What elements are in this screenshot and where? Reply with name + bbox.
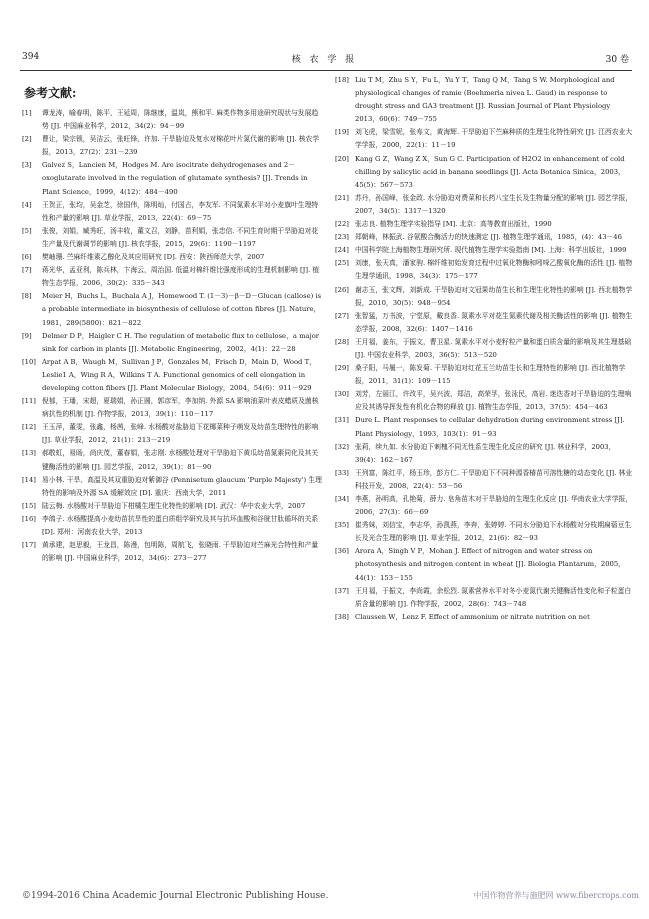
- reference-item: [335, 310, 635, 336]
- reference-number: [38]: [335, 612, 349, 621]
- reference-item: [22, 290, 322, 329]
- reference-item: [22, 539, 322, 565]
- reference-text: 李燕，孙明高，孔艳菊，薛力. 皂角苗木对干旱胁迫的生理生化反应 [J]. 华南农业大学学报，2006，27(3)：66－69: [355, 495, 633, 517]
- reference-number: [10]: [22, 357, 36, 366]
- reference-item: [22, 159, 322, 198]
- reference-item: [335, 231, 635, 244]
- reference-number: [13]: [22, 449, 36, 458]
- reference-number: [2]: [22, 135, 32, 144]
- reference-number: [4]: [22, 200, 32, 209]
- reference-text: 王月福，于振文，李尚霞，余松烈. 氮素营养水平对冬小麦氮代谢关键酶活性变化和子粒蛋白质含量的影响 [J]. 作物学报，2002，28(6)：743－748: [355, 586, 632, 608]
- reference-text: 桑子阳，马履一，陈发菊. 干旱胁迫对红花玉兰幼苗生长和生理特性的影响 [J]. 西北植物学报，2011，31(1)：109－115: [355, 364, 626, 386]
- reference-number: [20]: [335, 154, 349, 163]
- reference-number: [5]: [22, 226, 32, 235]
- reference-number: [16]: [22, 514, 36, 523]
- reference-text: 蒋光华，孟亚利，陈兵林，卞海云，周治国. 低温对棉纤维比强度形成的生理机制影响 [J]. 植物生态学报，2006，30(2)：335－343: [42, 266, 320, 288]
- reference-item: [335, 441, 635, 467]
- reference-number: [36]: [335, 547, 349, 556]
- reference-text: 樊岫珊. 苎麻纤维素乙醇化及其应用研究 [D]. 西安：陕西师范大学，2007: [42, 253, 265, 262]
- reference-number: [19]: [335, 128, 349, 137]
- reference-number: [17]: [22, 541, 36, 550]
- reference-text: 李鸽子. 水杨酸提高小麦幼苗抗旱性的蛋白质组学研究及其与抗坏血酸和谷胱甘肽循环的关系 [D]. 郑州：河南农业大学，2013: [42, 514, 319, 536]
- reference-item: [22, 421, 322, 447]
- reference-item: [22, 225, 322, 251]
- reference-number: [27]: [335, 311, 349, 320]
- reference-text: Meier H，Buchs L，Buchala A J，Homewood T. (1－3)－β－D－Glucan (callose) is a probable intermediate in biosynthesis of cellulose of cotton fibres [J]. Nature，1981，289(5800)：821－822: [42, 292, 322, 327]
- reference-text: 倪郁，王璠，宋超，夏瑞娟，孙正圆，郭彦军，李加纳. 外源 SA 影响油菜叶表皮蜡质及菌核病抗性的机制 [J]. 作物学报，2013，39(1)：110－117: [42, 397, 319, 419]
- reference-text: 易小林. 干旱、高温及其双重胁迫对紫御谷 (Pennisetum glaucum 'Purple Majesty') 生理特性的影响及外源 SA 缓解效应 [D]. 重庆：西南大学，2011: [42, 475, 322, 497]
- reference-item: [22, 133, 322, 159]
- reference-item: [335, 192, 635, 218]
- reference-number: [24]: [335, 246, 349, 255]
- reference-text: Dure L. Plant responses to cellular dehydration during environment stress [J]. Plant Physiology，1993，103(1)：91－93: [355, 416, 625, 438]
- reference-item: [22, 330, 322, 356]
- reference-text: 中国科学院上海植物生理研究所. 现代植物生理学实验指南 [M]. 上海：科学出版社，1999: [355, 246, 627, 255]
- reference-item: [335, 388, 635, 414]
- reference-text: Claussen W，Lenz F. Effect of ammonium or nitrate nutrition on net: [355, 612, 590, 621]
- reference-text: 张志良. 植物生理学实验指导 [M]. 北京：高等教育出版社，1990: [355, 220, 552, 229]
- reference-item: [335, 519, 635, 545]
- reference-number: [29]: [335, 364, 349, 373]
- copyright-footer: ©1994-2016 China Academic Journal Electronic Publishing House.: [22, 891, 329, 901]
- volume-label: 30 卷: [605, 55, 629, 65]
- reference-item: [335, 467, 635, 493]
- journal-title: 核 农 学 报: [291, 55, 358, 65]
- reference-item: [335, 244, 635, 257]
- reference-number: [9]: [22, 331, 32, 340]
- reference-text: 谭龙涛，喻春明，陈平，王延周，陈继康，温岚，熊和平. 麻类作物多用途研究现状与发展趋势 [J]. 中国麻业科学，2012，34(2)：94－99: [42, 109, 319, 131]
- watermark: 中国作物营养与施肥网 www.fibercrops.com: [473, 891, 639, 900]
- reference-number: [3]: [22, 161, 32, 170]
- references-heading: 参考文献:: [24, 86, 77, 100]
- reference-item: [22, 447, 322, 473]
- reference-number: [30]: [335, 390, 349, 399]
- reference-item: [335, 336, 635, 362]
- reference-text: 王列富，陈红平，杨玉珍，彭方仁. 干旱胁迫下不同种源香椿苗可溶性糖的动态变化 [J]. 林业科技开发，2008，22(4)：53－56: [355, 468, 633, 490]
- reference-number: [18]: [335, 76, 349, 84]
- reference-text: 郝敬虹，易旸，尚庆茂，董春娟，张志刚. 水杨酸处理对干旱胁迫下黄瓜幼苗氮素同化及其关键酶活性的影响 [J]. 园艺学报，2012，39(1)：81－90: [42, 449, 319, 471]
- page-number: 394: [22, 52, 40, 62]
- reference-number: [21]: [335, 193, 349, 202]
- reference-text: 刘飞虎，梁雪妮，张寿文，黄海辉. 干旱胁迫下苎麻种质的生理生化特性研究 [J]. 江西农业大学学报，2000，22(1)：11－19: [355, 128, 633, 150]
- reference-item: [335, 257, 635, 283]
- reference-text: 王贺正，张均，吴金芝，徐国伟，陈明灿，付国占，李友军. 不同氮素水平对小麦旗叶生理特性和产量的影响 [J]. 草业学报，2013，22(4)：69－75: [42, 200, 319, 222]
- left-reference-list: [22, 107, 322, 565]
- reference-text: Arpat A B，Waugh M，Sullivan J P，Gonzales M，Frisch D，Main D，Wood T，Leslie1 A，Wing R A，Wilkins T A. Functional genomics of cell elongation in developing cotton fibers [J]. Plant Molecular Biology，2004，54(6)：911－929: [42, 357, 316, 392]
- reference-text: Kang G Z，Wang Z X，Sun G C. Participation of H2O2 in enhancement of cold chilling by salicylic acid in banana seedlings [J]. Acta Botanica Sinica，2003，45(5)：567－573: [355, 154, 625, 189]
- reference-number: [8]: [22, 292, 32, 301]
- reference-item: [335, 74, 635, 126]
- reference-item: [22, 107, 322, 133]
- reference-item: [22, 513, 322, 539]
- reference-item: [335, 414, 635, 440]
- reference-text: Liu T M，Zhu S Y，Fu L，Yu Y T，Tang Q M，Tang S W. Morphological and physiological changes of ramie (Boehmeria nivea L. Gaud) in response to drought stress and GA3 treatment [J]. Russian Journal of Plant Physiology 2013，60(6)：749－755: [355, 76, 615, 124]
- reference-number: [35]: [335, 521, 349, 530]
- reference-text: Delmer D P，Haigler C H. The regulation of metabolic flux to cellulose，a major sink for carbon in plants [J]. Metabolic Engineering，2002，4(1)：22－28: [42, 331, 320, 353]
- reference-item: [22, 199, 322, 225]
- reference-text: 王玉萍，董雯，张鑫，杨茜，张峰. 水杨酸对盐胁迫下花椰菜种子萌发及幼苗生理特性的影响 [J]. 草业学报，2012，21(1)：213－219: [42, 423, 319, 445]
- reference-text: 陆云梅. 水杨酸对干旱胁迫下柑橘生理生化特性的影响 [D]. 武汉：华中农业大学，2007: [42, 501, 306, 510]
- reference-item: [335, 126, 635, 152]
- reference-text: 郑朝峰，林振武. 谷氨酸合酶活力的快速测定 [J]. 植物生理学通讯，1985，(4)：43－46: [355, 233, 622, 242]
- reference-item: [335, 585, 635, 611]
- reference-text: 黄承建，赵思毅，王龙昌，陈漫，包明陈，周航飞，张晓雨. 干旱胁迫对苎麻光合特性和产量的影响 [J]. 中国麻业科学，2012，34(6)：273－277: [42, 541, 319, 563]
- reference-item: [335, 284, 635, 310]
- reference-item: [22, 474, 322, 500]
- reference-text: 王月福，姜东，于振文，曹卫星. 氮素水平对小麦籽粒产量和蛋白质含量的影响及其生理基础 [J]. 中国农业科学，2003，36(5)：513－520: [355, 337, 632, 359]
- reference-text: 曹让，梁宗锁，吴洁云，张旺锋，许加. 干旱胁迫及复水对棉花叶片氮代谢的影响 [J]. 核农学报，2013，27(2)：231－239: [42, 135, 320, 157]
- reference-number: [34]: [335, 495, 349, 503]
- reference-item: [335, 218, 635, 231]
- reference-text: 苏丹，孙国峰，张金政. 水分胁迫对费菜和长药八宝生长及生物量分配的影响 [J]. 园艺学报，2007，34(5)：1317－1320: [355, 193, 633, 215]
- reference-number: [33]: [335, 468, 349, 477]
- reference-item: [22, 251, 322, 264]
- reference-number: [14]: [22, 475, 36, 484]
- reference-item: [22, 264, 322, 290]
- reference-number: [25]: [335, 259, 349, 268]
- reference-item: [335, 493, 635, 519]
- reference-number: [11]: [22, 397, 36, 406]
- reference-number: [28]: [335, 337, 349, 346]
- running-header: [0, 52, 649, 68]
- reference-item: [22, 500, 322, 513]
- reference-item: [335, 153, 635, 192]
- reference-number: [22]: [335, 220, 349, 229]
- reference-item: [22, 356, 322, 395]
- reference-text: 崔秀妹，刘信宝，李志华，孙凯燕，李奔，张婷婷. 不同水分胁迫下水杨酸对分枝期扁蓿豆生长及光合生理的影响 [J]. 草业学报，2012，21(6)：82－93: [355, 521, 632, 543]
- reference-text: 张智猛，万书波，宁堂原，戴良香. 氮素水平对花生氮素代谢及相关酶活性的影响 [J]. 植物生态学报，2008，32(6)：1407－1416: [355, 311, 633, 333]
- left-column: [22, 74, 322, 565]
- reference-number: [1]: [22, 109, 32, 117]
- reference-number: [12]: [22, 423, 36, 432]
- reference-number: [6]: [22, 253, 32, 262]
- header-rule: [20, 70, 632, 71]
- reference-text: 刘芳，左丽江，许改平，吴兴波，郑洁，高荣孚，张泳民，高岩. 迷迭香对干旱胁迫的生理响应及其诱导挥发性有机化合物的释放 [J]. 植物生态学报，2013，37(5)：454－463: [355, 390, 632, 412]
- reference-item: [22, 395, 322, 421]
- reference-text: 谢志玉，张文辉，刘新成. 干旱胁迫对文冠果幼苗生长和生理生化特性的影响 [J]. 西北植物学报，2010，30(5)：948－954: [355, 285, 633, 307]
- reference-number: [31]: [335, 416, 349, 425]
- reference-item: [335, 545, 635, 584]
- reference-number: [15]: [22, 501, 36, 510]
- reference-number: [26]: [335, 285, 349, 294]
- reference-item: [335, 362, 635, 388]
- right-reference-list: [335, 74, 635, 624]
- reference-number: [32]: [335, 442, 349, 451]
- reference-item: [335, 611, 635, 624]
- reference-text: 刘康，张天真，潘家驹. 棉纤维初始发育过程中过氧化物酶和吲哚乙酸氧化酶的活性 [J]. 植物生理学通讯，1998，34(3)：175－177: [355, 259, 633, 281]
- reference-text: 张莉，续九如. 水分胁迫下刺槐不同无性系生理生化反应的研究 [J]. 林业科学，2003，39(4)：162－167: [355, 442, 616, 464]
- reference-text: Arora A，Singh V P，Mohan J. Effect of nitrogen and water stress on photosynthesis and nitrogen content in wheat [J]. Biologia Plantarum，2005，44(1)：153－155: [355, 547, 625, 582]
- reference-number: [37]: [335, 586, 349, 595]
- reference-text: 张俊，刘娟，臧秀旺，汤丰收，董文召，刘静，苗利娟，张忠信. 不同生育时期干旱胁迫对花生产量及代谢调节的影响 [J]. 核农学报，2015，29(6)：1190－1197: [42, 226, 319, 248]
- reference-number: [7]: [22, 266, 32, 275]
- reference-number: [23]: [335, 233, 349, 242]
- reference-text: Galvez S，Lancien M，Hodges M. Are isocitrate dehydrogenases and 2－oxoglutarate involved in the regulation of glutamate synthesis? [J]. Trends in Plant Science，1999，4(12)：484－490: [42, 161, 308, 196]
- right-column: [335, 74, 635, 624]
